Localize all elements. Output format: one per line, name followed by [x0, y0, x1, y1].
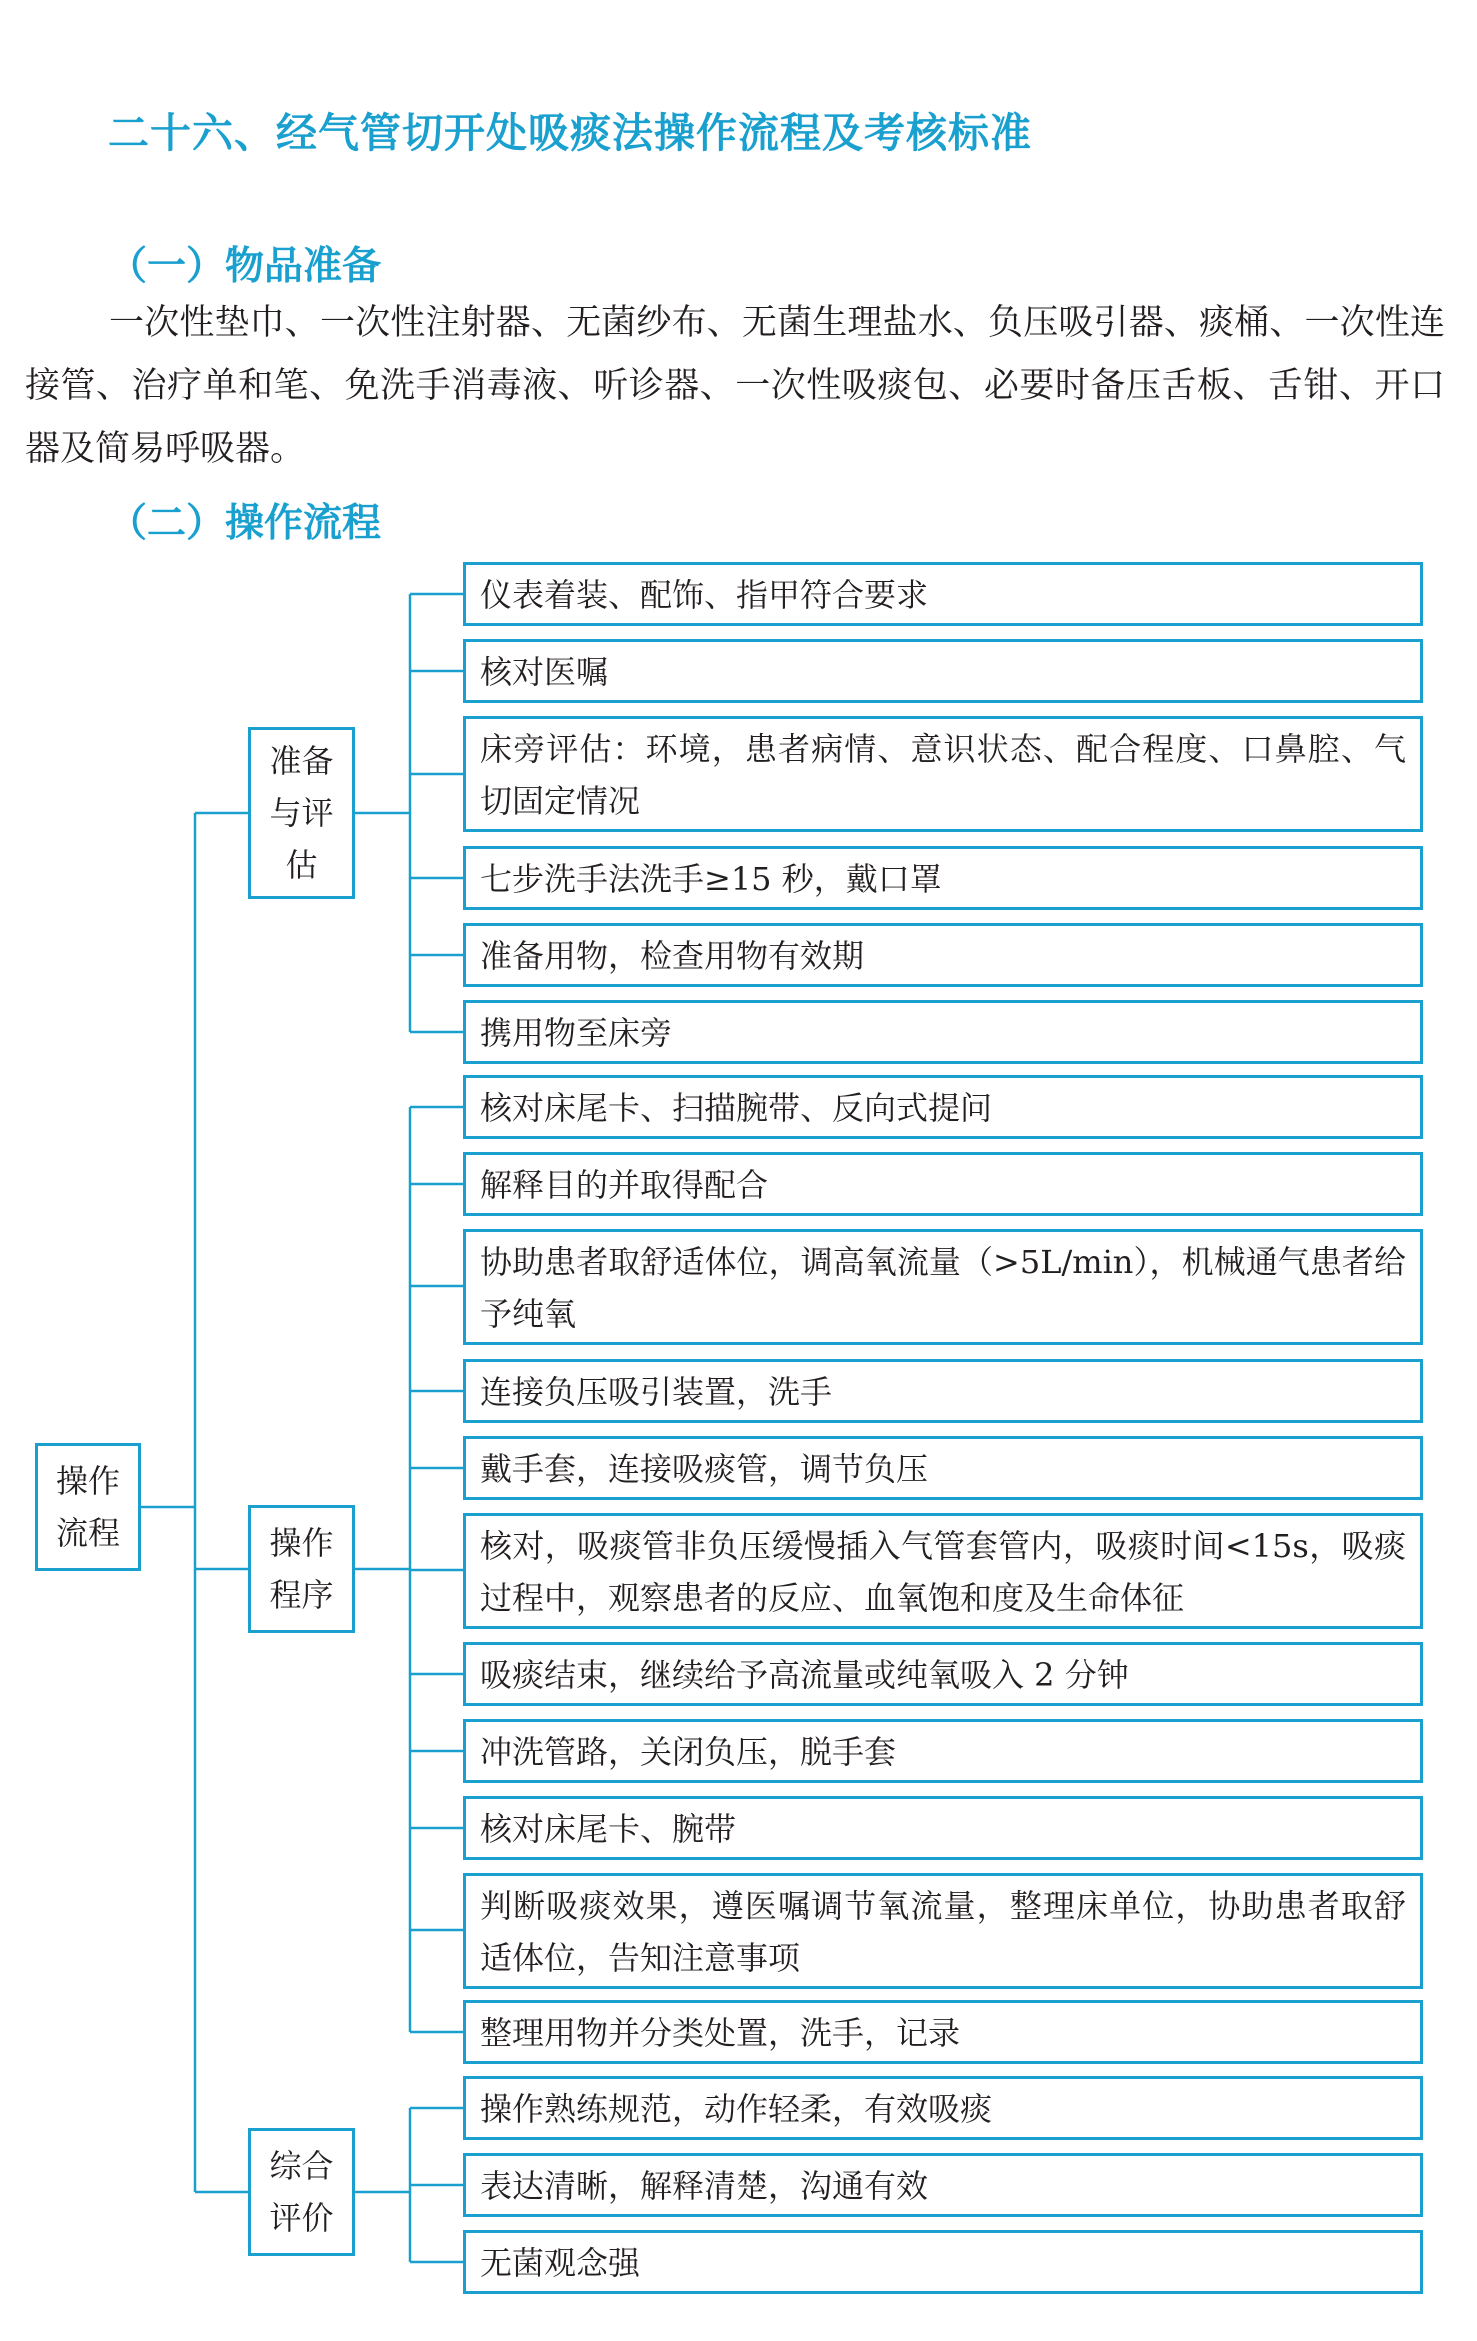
step-box: 冲洗管路，关闭负压，脱手套	[463, 1719, 1423, 1783]
step-box: 戴手套，连接吸痰管，调节负压	[463, 1436, 1423, 1500]
step-box: 无菌观念强	[463, 2230, 1423, 2294]
step-box: 携用物至床旁	[463, 1000, 1423, 1064]
category-evaluation: 综合评价	[248, 2128, 355, 2256]
step-box: 床旁评估：环境，患者病情、意识状态、配合程度、口鼻腔、气切固定情况	[463, 716, 1423, 832]
step-box: 判断吸痰效果，遵医嘱调节氧流量，整理床单位，协助患者取舒适体位，告知注意事项	[463, 1873, 1423, 1989]
step-box: 表达清晰，解释清楚，沟通有效	[463, 2153, 1423, 2217]
section-heading-procedure: （二）操作流程	[108, 501, 382, 546]
materials-paragraph: 一次性垫巾、一次性注射器、无菌纱布、无菌生理盐水、负压吸引器、痰桶、一次性连接管、治疗单和笔、免洗手消毒液、听诊器、一次性吸痰包、必要时备压舌板、舌钳、开口器及简易呼吸器。	[25, 303, 1445, 469]
step-box: 核对床尾卡、扫描腕带、反向式提问	[463, 1075, 1423, 1139]
step-box: 七步洗手法洗手≥15 秒，戴口罩	[463, 846, 1423, 910]
step-box: 准备用物，检查用物有效期	[463, 923, 1423, 987]
section-heading-materials: （一）物品准备	[108, 244, 382, 289]
step-box: 协助患者取舒适体位，调高氧流量（>5L/min），机械通气患者给予纯氧	[463, 1229, 1423, 1345]
page-title: 二十六、经气管切开处吸痰法操作流程及考核标准	[108, 109, 1032, 157]
step-box: 仪表着装、配饰、指甲符合要求	[463, 562, 1423, 626]
step-box: 核对，吸痰管非负压缓慢插入气管套管内，吸痰时间<15s，吸痰过程中，观察患者的反应、血氧饱和度及生命体征	[463, 1513, 1423, 1629]
step-box: 核对床尾卡、腕带	[463, 1796, 1423, 1860]
category-operation: 操作程序	[248, 1505, 355, 1633]
step-box: 解释目的并取得配合	[463, 1152, 1423, 1216]
step-box: 核对医嘱	[463, 639, 1423, 703]
category-prepare-assess: 准备与评估	[248, 727, 355, 899]
step-box: 连接负压吸引装置，洗手	[463, 1359, 1423, 1423]
step-box: 整理用物并分类处置，洗手，记录	[463, 2000, 1423, 2064]
flowchart-root-box: 操作流程	[35, 1443, 141, 1571]
step-box: 吸痰结束，继续给予高流量或纯氧吸入 2 分钟	[463, 1642, 1423, 1706]
step-box: 操作熟练规范，动作轻柔，有效吸痰	[463, 2076, 1423, 2140]
